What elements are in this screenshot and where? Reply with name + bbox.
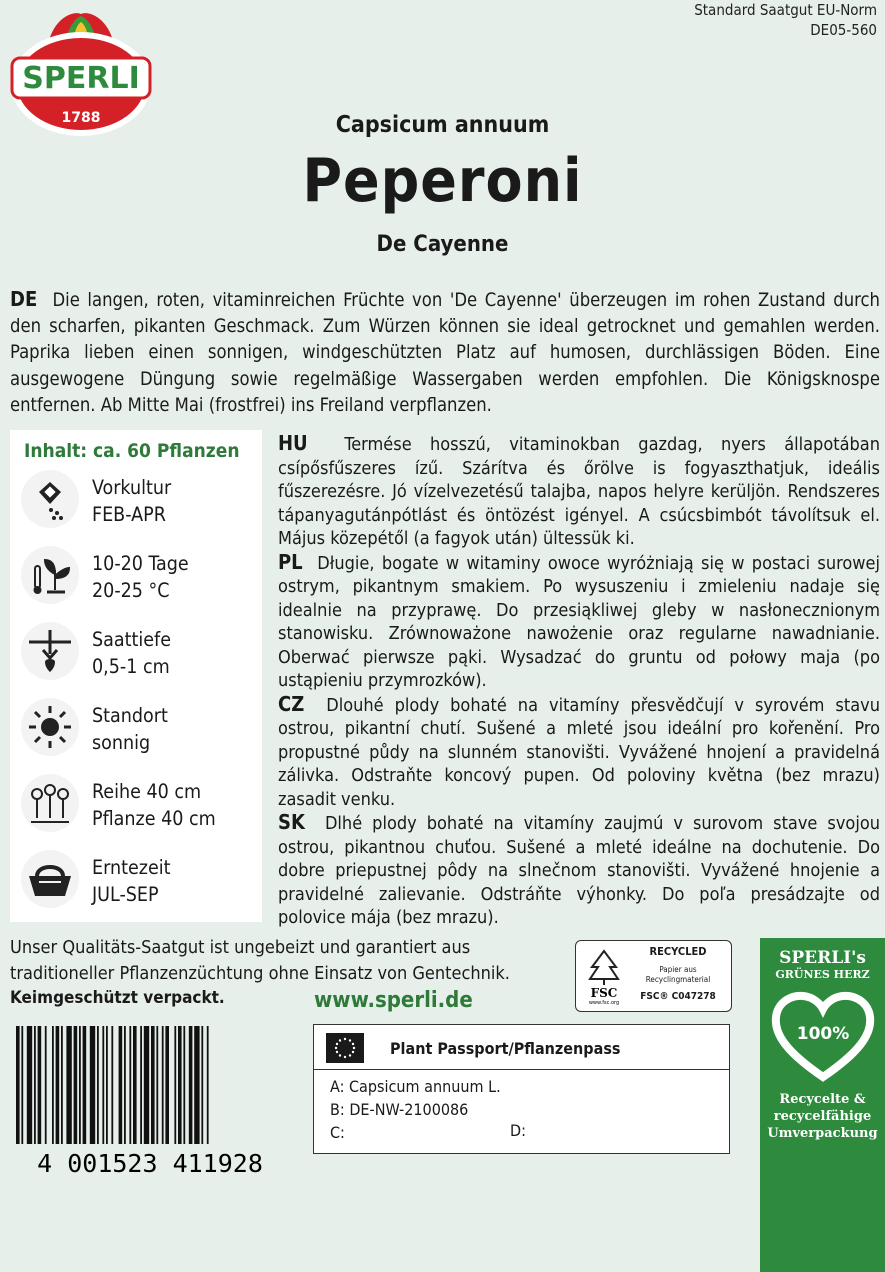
info-line1: Vorkultur	[92, 476, 172, 499]
variety-name: De Cayenne	[376, 232, 509, 257]
info-item-precultivation	[0, 470, 262, 540]
barcode-bar	[201, 1026, 203, 1144]
barcode-bar	[124, 1026, 126, 1144]
recycle-heart-icon	[768, 987, 878, 1083]
fsc-title: RECYCLED	[649, 945, 707, 958]
description-sk-text: Dlhé plody bohaté na vitamíny zaujmú v surovom stave svojou ostrou, pikantnou chuťou. Sušené a mleté ideálne na dochutenie. Do dobre priepustnej pôdy na slnečnom stanovišti. Vyvážené hnojenie a pravidelné zalievanie. Odstráňte výhonky. Do poľa presádzajte od polovice mája (bez mrazu).	[278, 813, 880, 928]
description-sk	[278, 811, 880, 930]
barcode-bar	[178, 1026, 182, 1144]
barcode-bar	[151, 1026, 155, 1144]
sealed-note: Keimgeschützt verpackt.	[10, 988, 225, 1008]
harvest-basket-icon	[21, 850, 79, 908]
fsc-line2: Recyclingmaterial	[645, 975, 711, 984]
green-heart-badge	[760, 938, 885, 1272]
barcode-bar	[106, 1026, 108, 1144]
info-item-text	[92, 474, 171, 528]
fsc-text	[628, 965, 728, 985]
description-de-text: Die langen, roten, vitaminreichen Früchte von 'De Cayenne' überzeugen im rohen Zustand durch den scharfen, pikanten Geschmack. Zum Würzen können sie ideal getrocknet und gemahlen werden. Paprika lieben einen sonnigen, windgeschützten Platz auf humosen, durchlässigen Böden. Eine ausgewogene Düngung sowie regelmäßige Wassergaben werden empfohlen. Die Königsknospe entfernen. Ab Mitte Mai (frostfrei) ins Freiland verpflanzen.	[10, 290, 880, 416]
info-line1: Saattiefe	[92, 628, 172, 651]
info-item-spacing	[0, 774, 262, 844]
barcode-bar	[144, 1026, 149, 1144]
barcode-bar	[56, 1026, 60, 1144]
plant-passport	[313, 1024, 730, 1154]
barcode-bar	[52, 1026, 54, 1144]
barcode-bar	[16, 1026, 20, 1144]
passport-field-a	[330, 1075, 501, 1098]
barcode-bar	[66, 1026, 71, 1144]
passport-title: Plant Passport/Pflanzenpass	[390, 1039, 621, 1058]
barcode-bar	[61, 1026, 63, 1144]
passport-field-c	[330, 1121, 501, 1144]
info-item-text	[92, 550, 189, 604]
barcode-bar	[97, 1026, 99, 1144]
translations	[278, 432, 880, 930]
barcode-bar	[140, 1026, 142, 1144]
sowing-depth-icon	[21, 622, 79, 680]
info-line2: 20-25 °C	[92, 579, 170, 602]
barcode-bar	[111, 1026, 113, 1144]
fsc-code: FSC® C047278	[640, 991, 716, 1002]
product-title: Peperoni	[302, 146, 583, 216]
barcode-bar	[21, 1026, 23, 1144]
seedling-thermometer-icon	[21, 546, 79, 604]
lang-code-pl: PL	[278, 549, 303, 574]
passport-fields	[330, 1075, 501, 1144]
barcode-bar	[162, 1026, 164, 1144]
field-a-value: Capsicum annuum L.	[349, 1077, 501, 1096]
field-a-label: A:	[330, 1077, 345, 1096]
website-link[interactable]: www.sperli.de	[314, 988, 473, 1013]
barcode-bars	[16, 1026, 209, 1144]
barcode-bar	[74, 1026, 78, 1144]
logo-brand-text: SPERLI	[22, 61, 140, 96]
content-label: Inhalt: ca. 60 Pflanzen	[24, 440, 240, 462]
barcode-bar	[129, 1026, 131, 1144]
row-spacing-icon	[21, 774, 79, 832]
fsc-recycled-label	[575, 940, 732, 1012]
info-item-text	[92, 626, 171, 680]
description-de	[10, 286, 880, 419]
lang-code-cz: CZ	[278, 691, 305, 716]
barcode-bar	[45, 1026, 47, 1144]
barcode-bar	[83, 1026, 87, 1144]
info-line2: Pflanze 40 cm	[92, 807, 216, 830]
field-c-label: C:	[330, 1123, 345, 1142]
lang-code-de: DE	[10, 287, 38, 311]
fsc-url-text: www.fsc.org	[588, 1000, 620, 1005]
lang-code-hu: HU	[278, 431, 308, 455]
info-item-text	[92, 778, 216, 832]
fsc-line1: Papier aus	[659, 965, 697, 974]
info-item-text	[92, 854, 171, 908]
description-pl-text: Długie, bogate w witaminy owoce wyróżniają się w postaci surowej ostrym, pikantnym smakiem. Po wysuszeniu i zmieleniu nadaje się idealnie na przyprawę. Do przesiąkliwej gleby w nasłonecznionym stanowisku. Zrównoważone nawożenie oraz regularne nawadnianie. Oberwać pierwsze pąki. Wysadzać do gruntu od połowy maja (po ustąpieniu przymrozków).	[278, 552, 880, 691]
fsc-logo-text: FSC	[590, 986, 618, 1000]
green-heart-subtitle: GRÜNES HERZ	[775, 968, 870, 981]
info-line2: JUL-SEP	[92, 883, 159, 906]
description-cz	[278, 693, 880, 812]
info-line2: 0,5-1 cm	[92, 655, 170, 678]
fsc-tree-icon	[582, 947, 626, 1005]
info-item-text	[92, 702, 168, 756]
info-line2: FEB-APR	[92, 503, 166, 526]
barcode-bar	[27, 1026, 32, 1144]
description-cz-text: Dlouhé plody bohaté na vitamíny přesvědčují v syrovém stavu ostrou, pikantní chutí. Sušené a mleté jsou ideální pro kořenění. Pro propustné půdy na slunném stanovišti. Vyvážené hnojení a pravidelná zálivka. Odstraňte koncový pupen. Od poloviny května (bez mrazu) zasadit venku.	[278, 694, 880, 810]
green-heart-percent: 100%	[796, 1024, 849, 1044]
seed-tray-icon	[21, 470, 79, 528]
barcode-bar	[119, 1026, 123, 1144]
barcode-bar	[79, 1026, 81, 1144]
barcode-bar	[207, 1026, 209, 1144]
info-line2: sonnig	[92, 731, 151, 754]
lang-code-sk: SK	[278, 810, 305, 834]
barcode-bar	[38, 1026, 42, 1144]
barcode-bar	[133, 1026, 137, 1144]
barcode-bar	[165, 1026, 169, 1144]
barcode-bar	[90, 1026, 95, 1144]
passport-divider	[314, 1069, 729, 1070]
eu-flag-icon	[326, 1033, 364, 1063]
info-line1: 10-20 Tage	[92, 552, 189, 575]
barcode-number: 4 001523 411928	[37, 1149, 263, 1178]
description-hu	[278, 432, 880, 551]
info-line1: Standort	[92, 704, 168, 727]
sun-icon	[21, 698, 79, 756]
barcode-bar	[174, 1026, 176, 1144]
barcode-bar	[156, 1026, 158, 1144]
barcode	[10, 1022, 290, 1182]
passport-field-d: D:	[510, 1121, 526, 1140]
standard-text: Standard Saatgut EU-Norm	[694, 1, 877, 19]
green-heart-text: Recycelte & recycelfähige Umverpackung	[767, 1092, 878, 1141]
barcode-bar	[183, 1026, 185, 1144]
passport-field-b	[330, 1098, 501, 1121]
product-code: DE05-560	[810, 21, 877, 39]
barcode-bar	[102, 1026, 104, 1144]
field-b-label: B:	[330, 1100, 345, 1119]
standard-note	[694, 0, 877, 40]
quality-statement: Unser Qualitäts-Saatgut ist ungebeizt und garantiert aus traditioneller Pflanzenzüchtung ohne Einsatz von Gentechnik.	[10, 937, 510, 984]
logo-year-text: 1788	[61, 110, 101, 126]
info-item-depth	[0, 622, 262, 692]
barcode-bar	[189, 1026, 193, 1144]
info-line1: Erntezeit	[92, 856, 171, 879]
green-heart-title: SPERLI's	[779, 948, 866, 968]
info-line1: Reihe 40 cm	[92, 780, 202, 803]
barcode-bar	[34, 1026, 36, 1144]
info-item-germination	[0, 546, 262, 616]
info-item-harvest	[0, 850, 262, 920]
barcode-bar	[194, 1026, 199, 1144]
description-pl	[278, 551, 880, 693]
field-b-value: DE-NW-2100086	[349, 1100, 469, 1119]
description-hu-text: Termése hosszú, vitaminokban gazdag, nyers állapotában csípősfűszeres ízű. Szárítva és őrölve is fogyaszthatjuk, ideális fűszerezésre. Jó vízelvezetésű talajba, napos helyre kerüljön. Rendszeres tápanyagutánpótlást és öntözést igényel. A csúcsbimbót távolítsuk el. Május közepétől (a fagyok után) ültessük ki.	[278, 434, 880, 549]
latin-name: Capsicum annuum	[335, 112, 550, 138]
info-item-location	[0, 698, 262, 768]
